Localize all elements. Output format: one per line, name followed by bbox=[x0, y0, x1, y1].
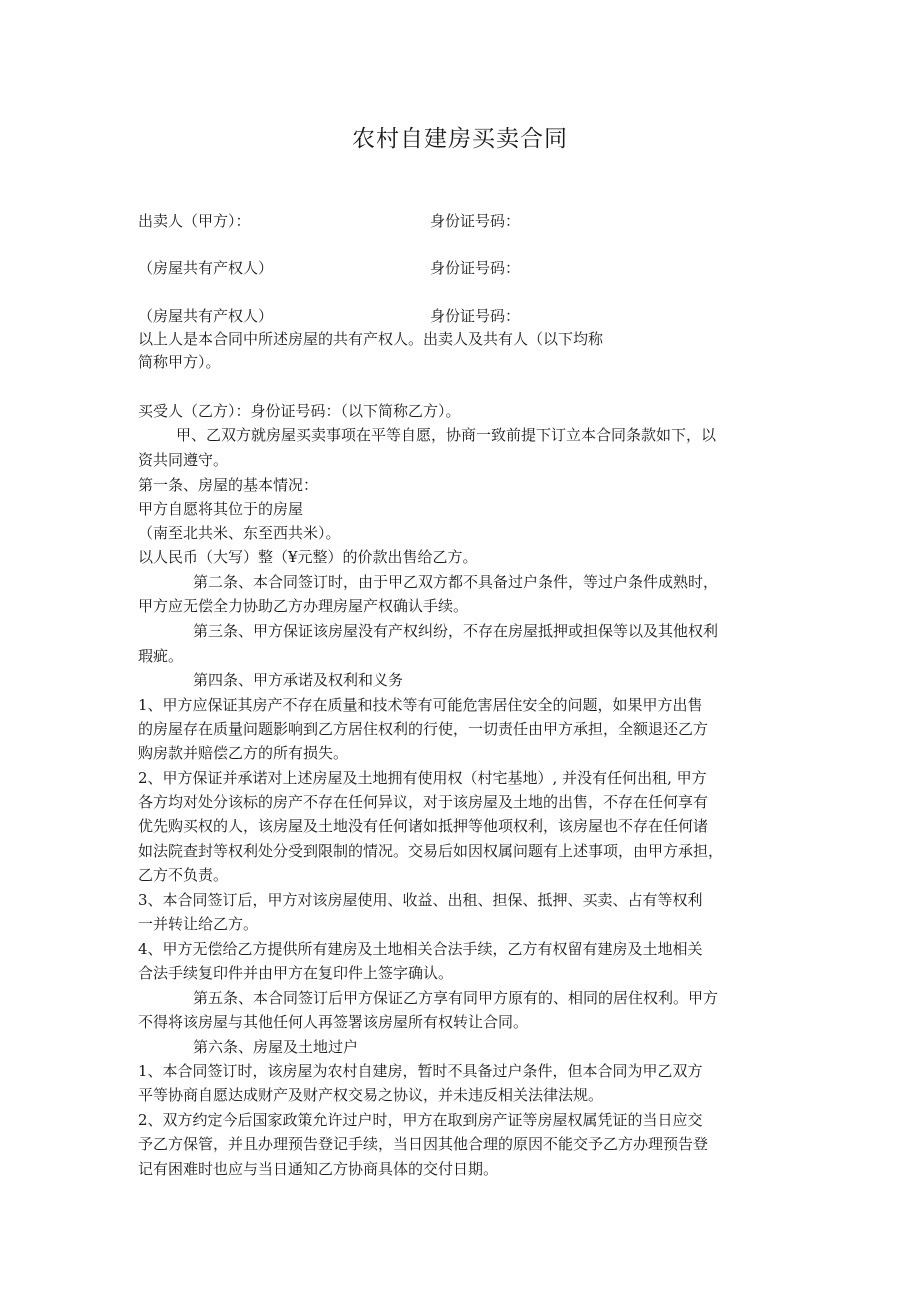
intro-paragraph: 资共同遵守。 bbox=[138, 451, 229, 469]
paragraph-line: 不得将该房屋与其他任何人再签署该房屋所有权转让合同。 bbox=[138, 1013, 529, 1031]
seller-label: 出卖人（甲方）： bbox=[138, 212, 251, 230]
list-item: 的房屋存在质量问题影响到乙方居住权利的行使，一切责任由甲方承担，全额退还乙方 bbox=[138, 720, 709, 738]
co-owner-label: （房屋共有产权人） bbox=[138, 307, 274, 325]
list-item: 优先购买权的人，该房屋及土地没有任何诸如抵押等他项权利，该房屋也不存在任何诸 bbox=[138, 817, 709, 835]
list-item: 购房款并赔偿乙方的所有损失。 bbox=[138, 744, 349, 762]
paragraph-line: 以人民币（大写）整（¥元整）的价款出售给乙方。 bbox=[138, 548, 478, 566]
list-item: 予乙方保管，并且办理预告登记手续，当日因其他合理的原因不能交予乙方办理预告登 bbox=[138, 1135, 709, 1153]
id-number-label: 身份证号码： bbox=[430, 212, 521, 230]
page-title: 农村自建房买卖合同 bbox=[352, 126, 568, 152]
article-paragraph: 第五条、本合同签订后甲方保证乙方享有同甲方原有的、相同的居住权利。甲方 bbox=[193, 989, 719, 1007]
intro-paragraph: 甲、乙双方就房屋买卖事项在平等自愿，协商一致前提下订立本合同条款如下，以 bbox=[176, 426, 717, 444]
list-item: 各方均对处分该标的房产不存在任何异议，对于该房屋及土地的出售，不存在任何享有 bbox=[138, 793, 709, 811]
list-item: 合法手续复印件并由甲方在复印件上签字确认。 bbox=[138, 964, 454, 982]
list-item: 记有困难时也应与当日通知乙方协商具体的交付日期。 bbox=[138, 1160, 499, 1178]
list-item: 1、甲方应保证其房产不存在质量和技术等有可能危害居住安全的问题，如果甲方出售 bbox=[138, 696, 703, 714]
paragraph-line: 瑕疵。 bbox=[138, 647, 184, 665]
list-item: 2、双方约定今后国家政策允许过户时，甲方在取到房产证等房屋权属凭证的当日应交 bbox=[138, 1111, 703, 1129]
list-item: 平等协商自愿达成财产及财产权交易之协议，并未违反相关法律法规。 bbox=[138, 1086, 604, 1104]
article-heading: 第六条、房屋及土地过户 bbox=[193, 1038, 359, 1056]
paragraph-line: 甲方应无偿全力协助乙方办理房屋产权确认手续。 bbox=[138, 597, 469, 615]
article-heading: 第一条、房屋的基本情况： bbox=[138, 476, 319, 494]
co-owner-label: （房屋共有产权人） bbox=[138, 259, 274, 277]
id-number-label: 身份证号码： bbox=[430, 307, 521, 325]
list-item: 3、本合同签订后，甲方对该房屋使用、收益、出租、担保、抵押、买卖、占有等权利 bbox=[138, 891, 703, 909]
paragraph-line: （南至北共米、东至西共米）。 bbox=[138, 524, 341, 542]
list-item: 1、本合同签订时，该房屋为农村自建房，暂时不具备过户条件，但本合同为甲乙双方 bbox=[138, 1062, 703, 1080]
article-paragraph: 第三条、甲方保证该房屋没有产权纠纷，不存在房屋抵押或担保等以及其他权利 bbox=[193, 622, 719, 640]
list-item: 乙方不负责。 bbox=[138, 866, 229, 884]
co-owner-note: 以上人是本合同中所述房屋的共有产权人。出卖人及共有人（以下均称 bbox=[138, 330, 604, 348]
buyer-label: 买受人（乙方）：身份证号码：（以下简称乙方）。 bbox=[138, 402, 461, 420]
co-owner-note: 简称甲方）。 bbox=[138, 353, 221, 371]
paragraph-line: 甲方自愿将其位于的房屋 bbox=[138, 500, 304, 518]
article-paragraph: 第二条、本合同签订时，由于甲乙双方都不具备过户条件，等过户条件成熟时， bbox=[193, 573, 719, 591]
list-item: 一并转让给乙方。 bbox=[138, 915, 259, 933]
list-item: 如法院查封等权利处分受到限制的情况。交易后如因权属问题有上述事项，由甲方承担， bbox=[138, 842, 724, 860]
id-number-label: 身份证号码： bbox=[430, 259, 521, 277]
list-item: 4、甲方无偿给乙方提供所有建房及土地相关合法手续，乙方有权留有建房及土地相关 bbox=[138, 940, 703, 958]
article-heading: 第四条、甲方承诺及权利和义务 bbox=[193, 671, 404, 689]
list-item: 2、甲方保证并承诺对上述房屋及土地拥有使用权（村宅基地）, 并没有任何出租, 甲方 bbox=[138, 769, 707, 787]
